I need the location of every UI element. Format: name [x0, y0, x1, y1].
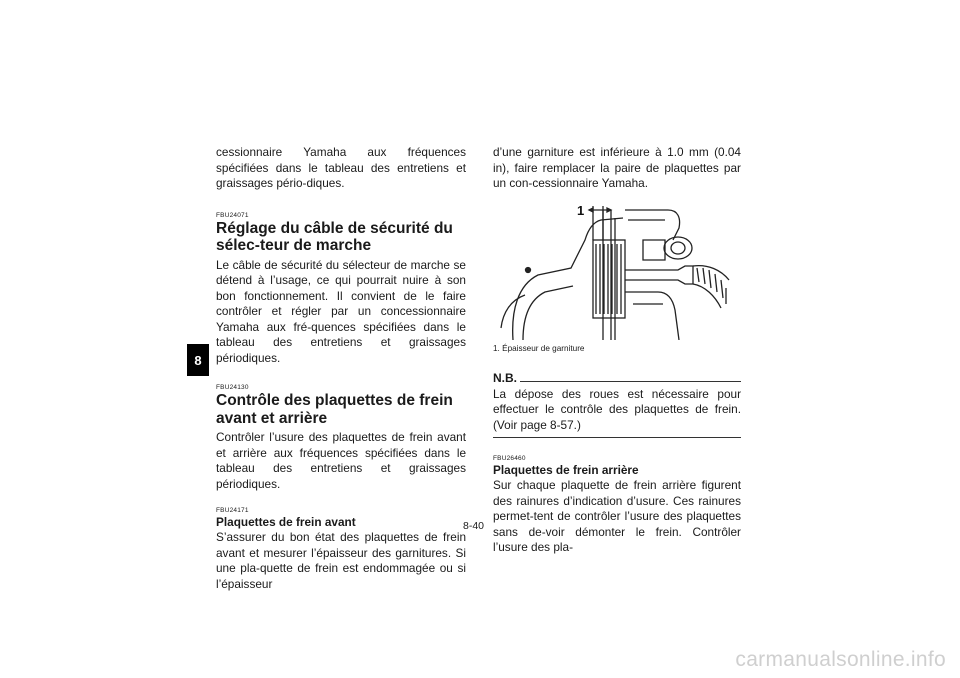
- subsection-title-front-pads: Plaquettes de frein avant: [216, 515, 356, 529]
- section-title-brake-pads: Contrôle des plaquettes de frein avant et arrière: [216, 392, 453, 427]
- section-title-safety-cable: Réglage du câble de sécurité du sélec-teur de marche: [216, 219, 453, 254]
- section-body-safety-cable: Le câble de sécurité du sélecteur de marche se détend à l’usage, ce qui pourrait nuire à son bon fonctionnement. Il convient de le faire contrôler et régler par un concessionnaire Yamaha aux fré-quences spécifiées dans le tableau des entretiens et graissages périodiques.: [216, 257, 466, 365]
- figure-callout-label: 1: [577, 202, 585, 218]
- note-box: [493, 371, 741, 439]
- left-column: [216, 145, 466, 592]
- page-number: 8-40: [463, 520, 485, 532]
- subsection-body-rear-pads: Sur chaque plaquette de frein arrière figurent des rainures d’indication d’usure. Ces rainures permet-tent de contrôler l’usure des plaquettes sans de-voir démonter le frein. Contrôler l’usure des pla-: [493, 478, 741, 554]
- brake-pad-figure: [493, 200, 741, 340]
- section-body-brake-pads: Contrôler l’usure des plaquettes de frein avant et arrière aux fréquences spécifiées dans le tableau des entretiens et graissages périodiques.: [216, 430, 466, 491]
- brake-caliper-illustration: [493, 200, 741, 340]
- note-divider: [520, 380, 741, 382]
- watermark: carmanualsonline.info: [735, 648, 946, 671]
- figure-caption: 1. Épaisseur de garniture: [493, 343, 585, 353]
- section-code: FBU24071: [216, 211, 249, 219]
- note-label: N.B.: [493, 370, 517, 385]
- right-column: [493, 145, 741, 556]
- right-intro-text: d’une garniture est inférieure à 1.0 mm (0.04 in), faire remplacer la paire de plaquettes par un con-cessionnaire Yamaha.: [493, 145, 741, 190]
- section-code: FBU24171: [216, 507, 249, 514]
- subsection-body-front-pads: S’assurer du bon état des plaquettes de frein avant et mesurer l’épaisseur des garnitures. Si une pla-quette de frein est endommagée ou si l’épaisseur: [216, 530, 466, 591]
- note-body: La dépose des roues est nécessaire pour effectuer le contrôle des plaquettes de frein. (Voir page 8-57.): [493, 386, 741, 432]
- chapter-tab: 8: [187, 344, 209, 376]
- left-intro-text: cessionnaire Yamaha aux fréquences spécifiées dans le tableau des entretiens et graissages pério-diques.: [216, 145, 466, 190]
- subsection-title-rear-pads: Plaquettes de frein arrière: [493, 463, 639, 477]
- section-code: FBU24130: [216, 384, 249, 391]
- section-code: FBU26460: [493, 455, 526, 462]
